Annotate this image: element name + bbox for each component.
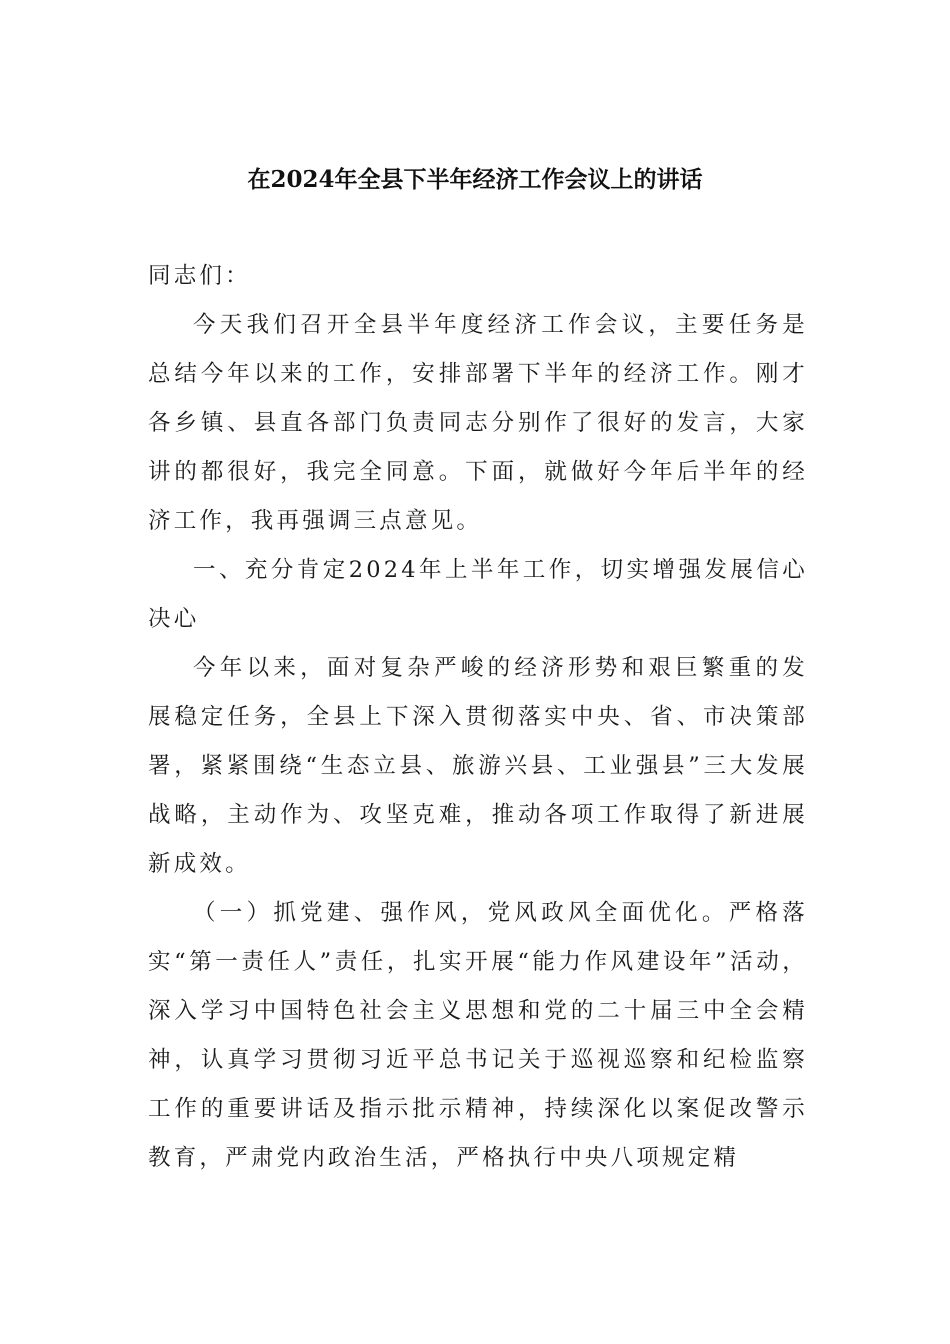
paragraph-subsection-1: （一）抓党建、强作风，党风政风全面优化。严格落实“第一责任人”责任，扎实开展“能力作风建设年”活动，深入学习中国特色社会主义思想和党的二十届三中全会精神，认真学习贯彻习近平总书记关于巡视巡察和纪检监察工作的重要讲话及指示批示精神，持续深化以案促改警示教育，严肃党内政治生活，严格执行中央八项规定精	[148, 900, 808, 1171]
document-title: 在2024年全县下半年经济工作会议上的讲话	[247, 166, 703, 193]
paragraph-overview: 今年以来，面对复杂严峻的经济形势和艰巨繁重的发展稳定任务，全县上下深入贯彻落实中央、省、市决策部署，紧紧围绕“生态立县、旅游兴县、工业强县”三大发展战略，主动作为、攻坚克难，推动各项工作取得了新进展新成效。	[148, 655, 808, 877]
paragraph-intro: 今天我们召开全县半年度经济工作会议，主要任务是总结今年以来的工作，安排部署下半年的经济工作。刚才各乡镇、县直各部门负责同志分别作了很好的发言，大家讲的都很好，我完全同意。下面，就做好今年后半年的经济工作，我再强调三点意见。	[148, 312, 808, 534]
document-body	[148, 252, 808, 1183]
salutation: 同志们：	[148, 263, 251, 289]
section-heading-1: 一、充分肯定2024年上半年工作，切实增强发展信心决心	[148, 557, 808, 632]
